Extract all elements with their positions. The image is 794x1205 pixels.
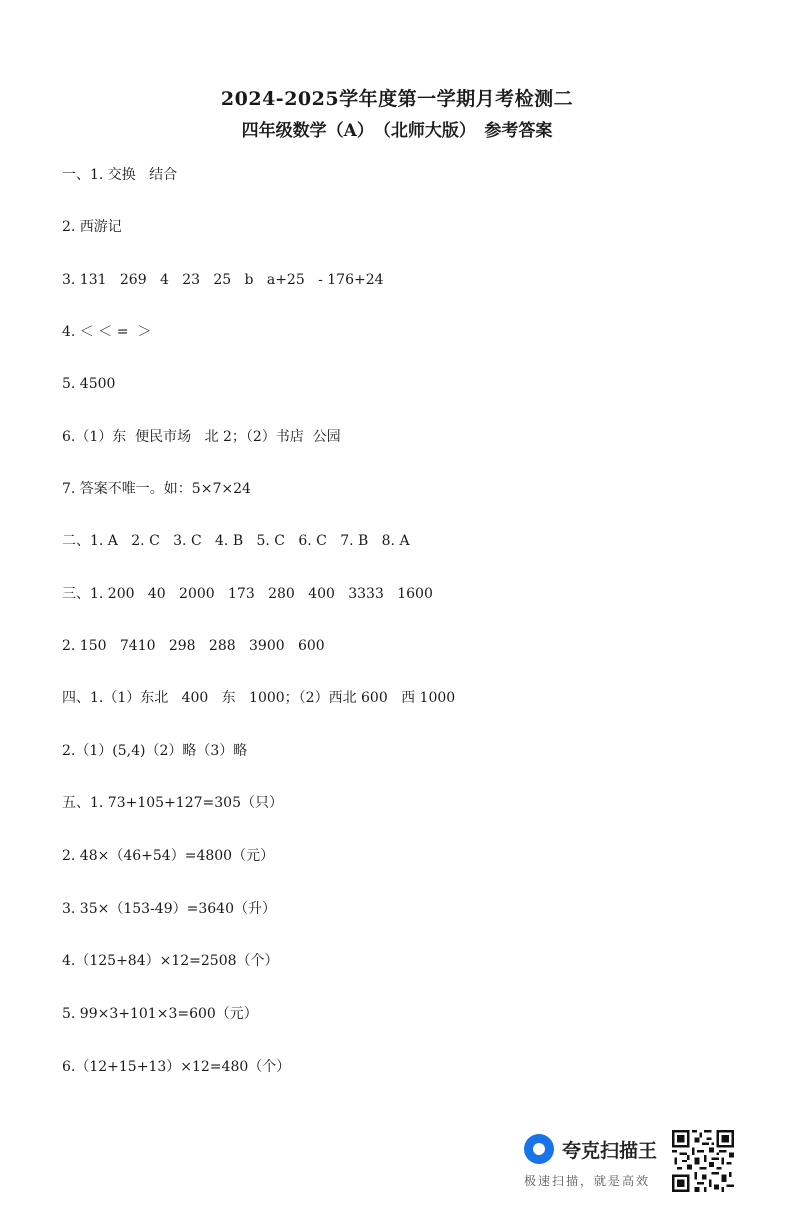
page-title: 2024-2025学年度第一学期月考检测二 xyxy=(220,88,574,110)
answer-line: 五、1. 73+105+127=305（只） xyxy=(62,795,283,811)
watermark-slogan: 极速扫描，就是高效 xyxy=(524,1174,651,1188)
answer-line: 3. 35×（153-49）=3640（升） xyxy=(62,901,276,917)
answer-line: 5. 4500 xyxy=(62,376,116,392)
scanner-watermark xyxy=(520,1130,670,1190)
page-subtitle: 四年级数学（A） （北师大版） 参考答案 xyxy=(241,121,553,141)
answer-line: 5. 99×3+101×3=600（元） xyxy=(62,1006,258,1022)
answer-line: 二、1. A 2. C 3. C 4. B 5. C 6. C 7. B 8. A xyxy=(62,533,410,549)
answer-line: 4. ＜ ＜ = ＞ xyxy=(62,324,152,340)
answer-line: 2. 西游记 xyxy=(62,219,122,235)
answer-line: 6.（12+15+13）×12=480（个） xyxy=(62,1059,291,1075)
watermark-name: 夸克扫描王 xyxy=(562,1140,658,1162)
answer-line: 2. 150 7410 298 288 3900 600 xyxy=(62,638,325,654)
answer-line: 3. 131 269 4 23 25 b a+25 - 176+24 xyxy=(62,272,384,288)
answer-line: 7. 答案不唯一。如：5×7×24 xyxy=(62,481,251,497)
answer-line: 四、1.（1）东北 400 东 1000；（2）西北 600 西 1000 xyxy=(62,690,456,706)
answer-line: 一、1. 交换 结合 xyxy=(62,167,178,183)
qr-code-icon[interactable] xyxy=(672,1130,734,1192)
quark-logo-icon xyxy=(524,1134,554,1164)
answer-line: 2. 48×（46+54）=4800（元） xyxy=(62,848,275,864)
answer-line: 6.（1）东 便民市场 北 2；（2）书店 公园 xyxy=(62,429,341,445)
answer-line: 三、1. 200 40 2000 173 280 400 3333 1600 xyxy=(62,586,433,602)
answer-line: 4.（125+84）×12=2508（个） xyxy=(62,953,279,969)
answer-line: 2.（1）(5,4)（2）略（3）略 xyxy=(62,743,248,759)
